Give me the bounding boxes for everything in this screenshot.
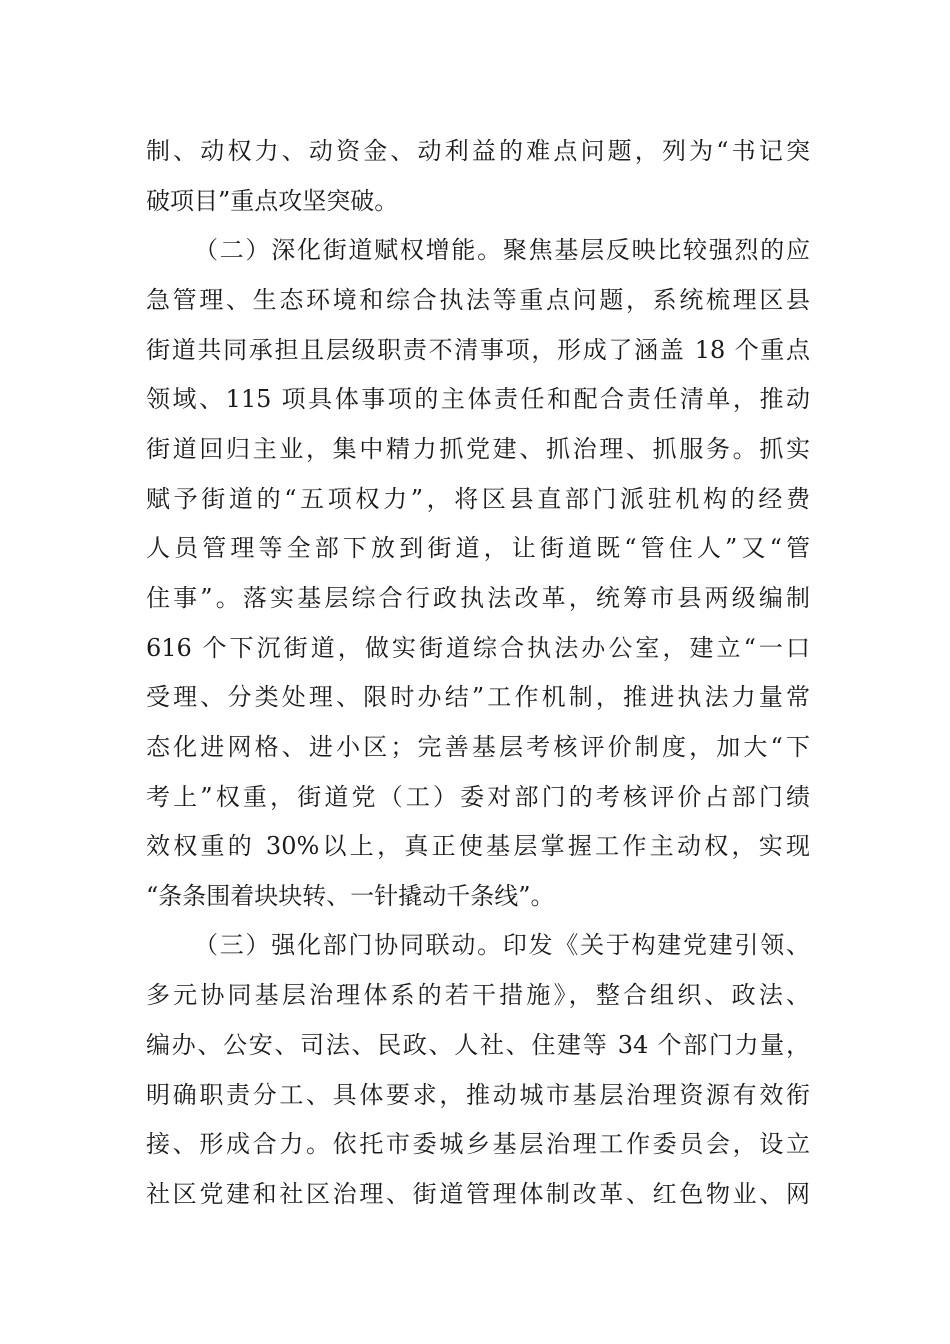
paragraph-heading-line: （三）强化部门协同联动。印发《关于构建党建引领、 [194,931,810,959]
text-line: 领域、115 项具体事项的主体责任和配合责任清单，推动 [146,385,810,413]
text-line: 街道共同承担且层级职责不清事项，形成了涵盖 18 个重点 [146,336,810,364]
text-line: 制、动权力、动资金、动利益的难点问题，列为“书记突 [146,137,810,165]
text-line: “条条围着块块转、一针撬动千条线”。 [146,882,555,910]
text-line: 街道回归主业，集中精力抓党建、抓治理、抓服务。抓实 [146,435,810,463]
text-line: 社区党建和社区治理、街道管理体制改革、红色物业、网 [146,1180,810,1208]
text-line: 616 个下沉街道，做实街道综合执法办公室，建立“一口 [146,634,810,662]
text-line: 住事”。落实基层综合行政执法改革，统筹市县两级编制 [146,584,810,612]
paragraph-heading-line: （二）深化街道赋权增能。聚焦基层反映比较强烈的应 [194,236,810,264]
text-line: 考上”权重，街道党（工）委对部门的考核评价占部门绩 [146,783,810,811]
text-line: 效权重的 30%以上，真正使基层掌握工作主动权，实现 [146,832,810,860]
text-line: 受理、分类处理、限时办结”工作机制，推进执法力量常 [146,683,810,711]
text-line: 接、形成合力。依托市委城乡基层治理工作委员会，设立 [146,1130,810,1158]
text-line: 赋予街道的“五项权力”，将区县直部门派驻机构的经费 [146,485,810,513]
text-line: 破项目”重点攻坚突破。 [146,187,399,215]
text-line: 多元协同基层治理体系的若干措施》，整合组织、政法、 [146,981,810,1009]
text-line: 态化进网格、进小区；完善基层考核评价制度，加大“下 [146,733,810,761]
text-line: 编办、公安、司法、民政、人社、住建等 34 个部门力量， [146,1031,810,1059]
text-line: 急管理、生态环境和综合执法等重点问题，系统梳理区县 [146,286,810,314]
text-line: 人员管理等全部下放到街道，让街道既“管住人”又“管 [146,534,810,562]
text-line: 明确职责分工、具体要求，推动城市基层治理资源有效衔 [146,1081,810,1109]
